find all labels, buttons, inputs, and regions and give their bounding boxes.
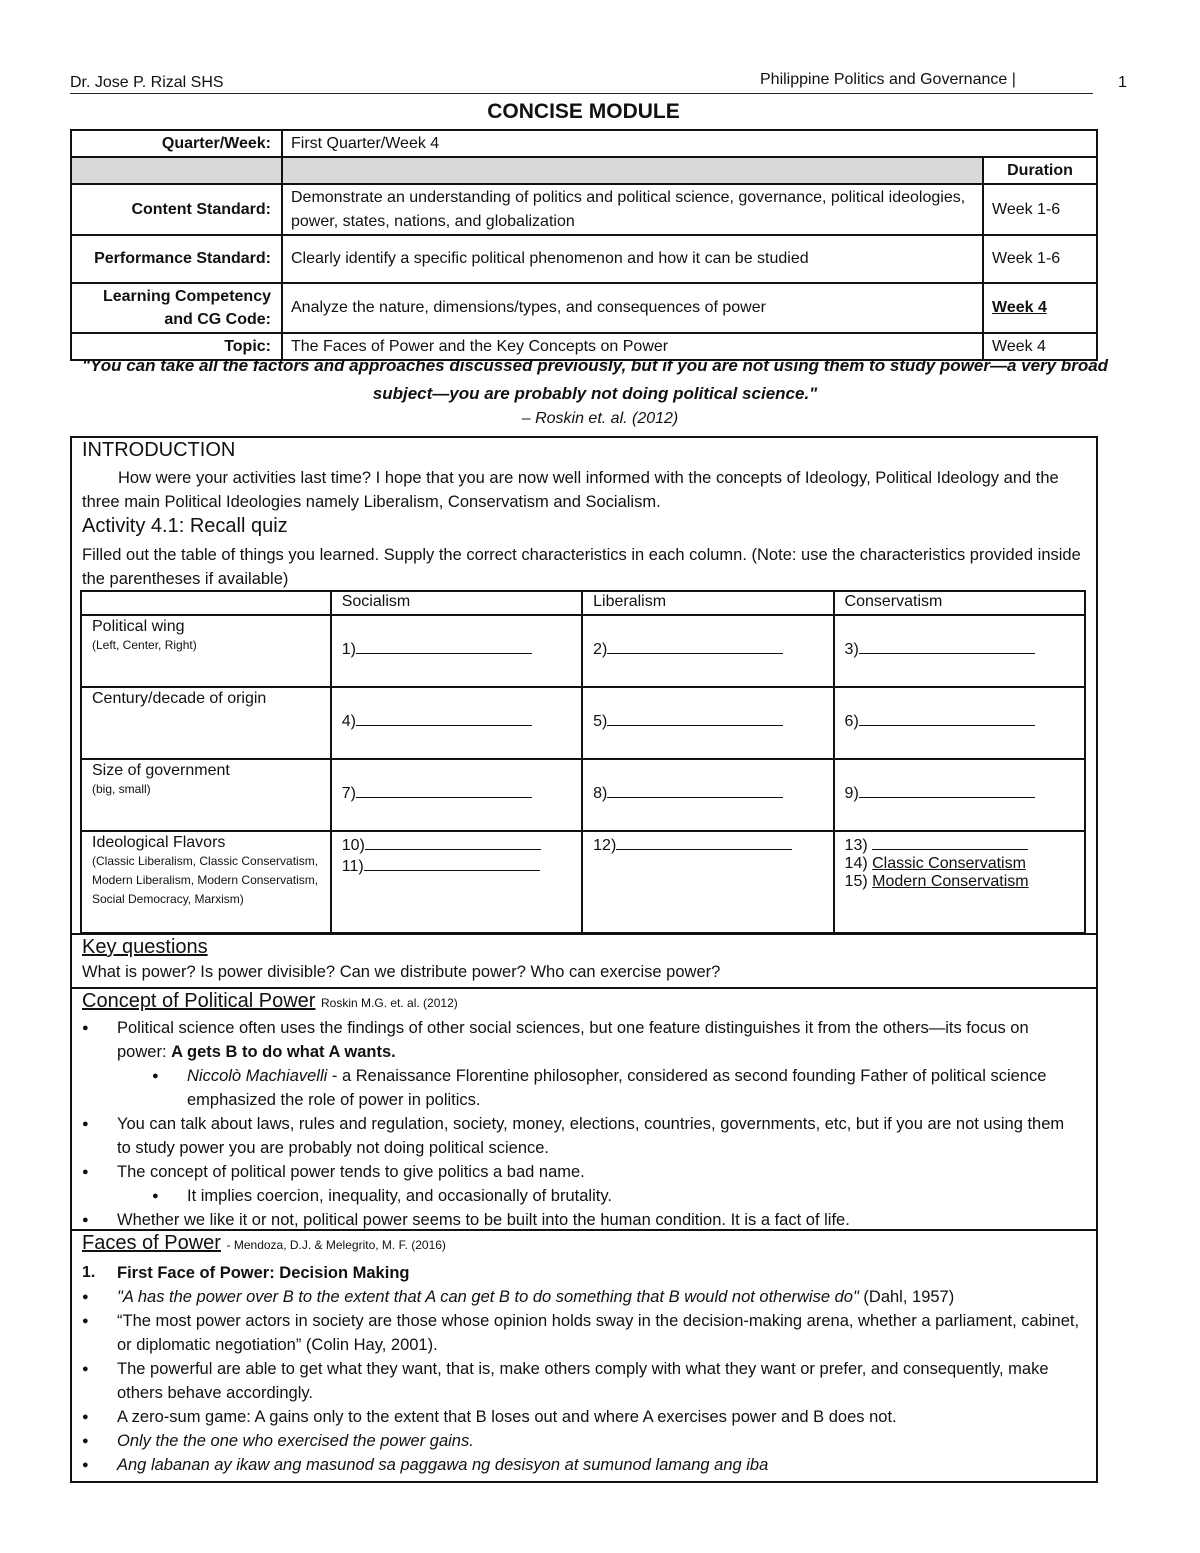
list-item (82, 1016, 1082, 1064)
answer-number: 9) (844, 785, 859, 802)
answer-number: 12) (593, 837, 617, 854)
shaded-cell (282, 157, 983, 184)
quiz-corner-cell (81, 591, 331, 615)
list-item (82, 1064, 1082, 1112)
list-item: ● “The most power actors in society are those whose opinion holds sway in the decision-making arena, whether a parliament, cabinet, or diplomatic negotiation” (Colin Hay, 2001). (82, 1309, 1082, 1357)
dahl-quote: "A has the power over B to the extent that A can get B to do something that B would not otherwise do" (117, 1288, 859, 1306)
shaded-cell (71, 157, 282, 184)
key-questions-text: What is power? Is power divisible? Can we distribute power? Who can exercise power? (82, 963, 721, 981)
answer-number: 7) (341, 785, 356, 802)
activity-heading: Activity 4.1: Recall quiz (82, 515, 288, 537)
answer-number: 5) (593, 713, 608, 730)
topic-value: The Faces of Power and the Key Concepts on Power (282, 333, 983, 360)
section-divider (70, 1229, 1098, 1231)
row-hint: (big, small) (92, 782, 151, 796)
list-item: ● The concept of political power tends to give politics a bad name. (82, 1160, 1082, 1184)
key-questions-heading: Key questions (82, 936, 208, 958)
performance-standard-duration: Week 1-6 (983, 235, 1097, 283)
column-header: Conservatism (834, 591, 1085, 615)
row-label: Ideological Flavors (92, 834, 226, 851)
row-label-cell (81, 831, 331, 933)
content-standard-label: Content Standard: (71, 184, 282, 234)
answer-number: 4) (341, 713, 356, 730)
machiavelli-name: Niccolò Machiavelli (187, 1067, 328, 1085)
introduction-heading: INTRODUCTION (82, 439, 236, 461)
header-rule (70, 93, 1093, 94)
duration-header: Duration (983, 157, 1097, 184)
answer-blank[interactable] (859, 710, 1035, 726)
row-label: Century/decade of origin (92, 690, 267, 707)
answer-cell (834, 687, 1085, 759)
given-answer: Classic Conservatism (872, 855, 1026, 872)
competency-label: Learning Competency and CG Code: (71, 283, 282, 333)
answer-blank[interactable] (356, 710, 532, 726)
content-standard-value: Demonstrate an understanding of politics and political science, governance, political ideologies, power, states, nations, and globalization (282, 184, 983, 234)
list-item (82, 1285, 1082, 1309)
concept-heading: Concept of Political Power (82, 990, 316, 1012)
answer-cell (582, 759, 833, 831)
row-label: Political wing (92, 618, 185, 635)
page-number: 1 (1118, 74, 1127, 91)
column-header: Liberalism (582, 591, 833, 615)
list-item: ● Whether we like it or not, political power seems to be built into the human condition. It is a fact of life. (82, 1208, 1082, 1232)
answer-cell (834, 615, 1085, 687)
activity-instructions: Filled out the table of things you learned. Supply the correct characteristics in each column. (Note: use the characteristics provided inside the parentheses if available) (82, 546, 1081, 588)
power-formula: A gets B to do what A wants. (171, 1043, 396, 1061)
answer-number: 3) (844, 641, 859, 658)
section-divider (70, 933, 1098, 935)
answer-number: 11) (341, 858, 364, 875)
answer-blank[interactable] (616, 834, 792, 850)
answer-blank[interactable] (607, 638, 783, 654)
list-item: ● A zero-sum game: A gains only to the extent that B loses out and where A exercises power and B does not. (82, 1405, 1082, 1429)
quarter-value: First Quarter/Week 4 (282, 130, 1097, 157)
list-item: ● The powerful are able to get what they want, that is, make others comply with what they want or prefer, and consequently, make others behave accordingly. (82, 1357, 1082, 1405)
list-item: 1. First Face of Power: Decision Making (82, 1261, 1082, 1285)
given-number: 15) (844, 873, 868, 890)
row-hint: (Left, Center, Right) (92, 638, 197, 652)
faces-heading-line (82, 1232, 446, 1255)
faces-bullets (82, 1261, 1082, 1477)
answer-cell (582, 831, 833, 933)
bullet-text: - a Renaissance Florentine philosopher, considered as second founding Father of political science emphasized the role of power in politics. (187, 1067, 1047, 1109)
list-item: ● You can talk about laws, rules and regulation, society, money, elections, countries, governments, etc, but if you are not using them to study power you are probably not doing political science. (82, 1112, 1082, 1160)
answer-cell (331, 759, 582, 831)
answer-blank[interactable] (365, 834, 541, 850)
concept-bullets (82, 1016, 1082, 1232)
row-hint: (Classic Liberalism, Classic Conservatism, Modern Liberalism, Modern Conservatism, Social Democracy, Marxism) (92, 854, 319, 906)
row-label-cell (81, 615, 331, 687)
topic-label: Topic: (71, 333, 282, 360)
answer-number: 10) (341, 837, 365, 854)
answer-cell (834, 831, 1085, 933)
section-divider (70, 987, 1098, 989)
row-label-cell (81, 759, 331, 831)
answer-cell (582, 615, 833, 687)
answer-number: 2) (593, 641, 608, 658)
list-item: ● It implies coercion, inequality, and occasionally of brutality. (82, 1184, 1082, 1208)
competency-value: Analyze the nature, dimensions/types, and consequences of power (282, 283, 983, 333)
quote-author: – Roskin et. al. (2012) (521, 410, 679, 427)
standards-table (70, 129, 1098, 361)
row-label-cell (81, 687, 331, 759)
answer-number: 1) (341, 641, 356, 658)
answer-blank[interactable] (607, 782, 783, 798)
answer-cell (331, 687, 582, 759)
answer-cell (582, 687, 833, 759)
concept-citation: Roskin M.G. et. al. (2012) (321, 996, 458, 1010)
school-name: Dr. Jose P. Rizal SHS (70, 74, 224, 91)
introduction-paragraph: How were your activities last time? I hope that you are now well informed with the concepts of Ideology, Political Ideology and the three main Political Ideologies namely Liberalism, Conservatism and Socialism. (82, 469, 1059, 511)
performance-standard-label: Performance Standard: (71, 235, 282, 283)
list-item: ● Only the the one who exercised the power gains. (82, 1429, 1082, 1453)
answer-cell (331, 831, 582, 933)
faces-heading: Faces of Power (82, 1232, 221, 1254)
competency-duration: Week 4 (983, 283, 1097, 333)
dahl-citation: (Dahl, 1957) (863, 1288, 955, 1306)
answer-blank[interactable] (356, 638, 532, 654)
performance-standard-value: Clearly identify a specific political phenomenon and how it can be studied (282, 235, 983, 283)
opening-quote: "You can take all the factors and approaches discussed previously, but if you are not using them to study power—a very broad subject—you are probably not doing political science." (81, 356, 1109, 403)
faces-citation: - Mendoza, D.J. & Melegrito, M. F. (2016) (226, 1238, 446, 1252)
module-title: CONCISE MODULE (487, 100, 680, 123)
subject-name: Philippine Politics and Governance | (760, 71, 1016, 88)
answer-blank[interactable] (872, 834, 1028, 850)
given-number: 14) (844, 855, 868, 872)
answer-blank[interactable] (859, 782, 1035, 798)
answer-blank[interactable] (356, 782, 532, 798)
content-standard-duration: Week 1-6 (983, 184, 1097, 234)
answer-number: 6) (844, 713, 859, 730)
row-label: Size of government (92, 762, 230, 779)
answer-blank[interactable] (364, 855, 540, 871)
answer-cell (834, 759, 1085, 831)
answer-cell (331, 615, 582, 687)
quarter-label: Quarter/Week: (71, 130, 282, 157)
recall-quiz-table (80, 590, 1086, 934)
given-answer: Modern Conservatism (872, 873, 1029, 890)
answer-blank[interactable] (859, 638, 1035, 654)
answer-blank[interactable] (607, 710, 783, 726)
topic-duration: Week 4 (983, 333, 1097, 360)
bullet-text: Political science often uses the findings of other social sciences, but one feature distinguishes it from the others—its focus on power: (117, 1019, 1029, 1061)
column-header: Socialism (331, 591, 582, 615)
list-item: ● Ang labanan ay ikaw ang masunod sa paggawa ng desisyon at sumunod lamang ang iba (82, 1453, 1082, 1477)
concept-heading-line (82, 990, 458, 1013)
answer-number: 8) (593, 785, 608, 802)
answer-number: 13) (844, 837, 868, 854)
